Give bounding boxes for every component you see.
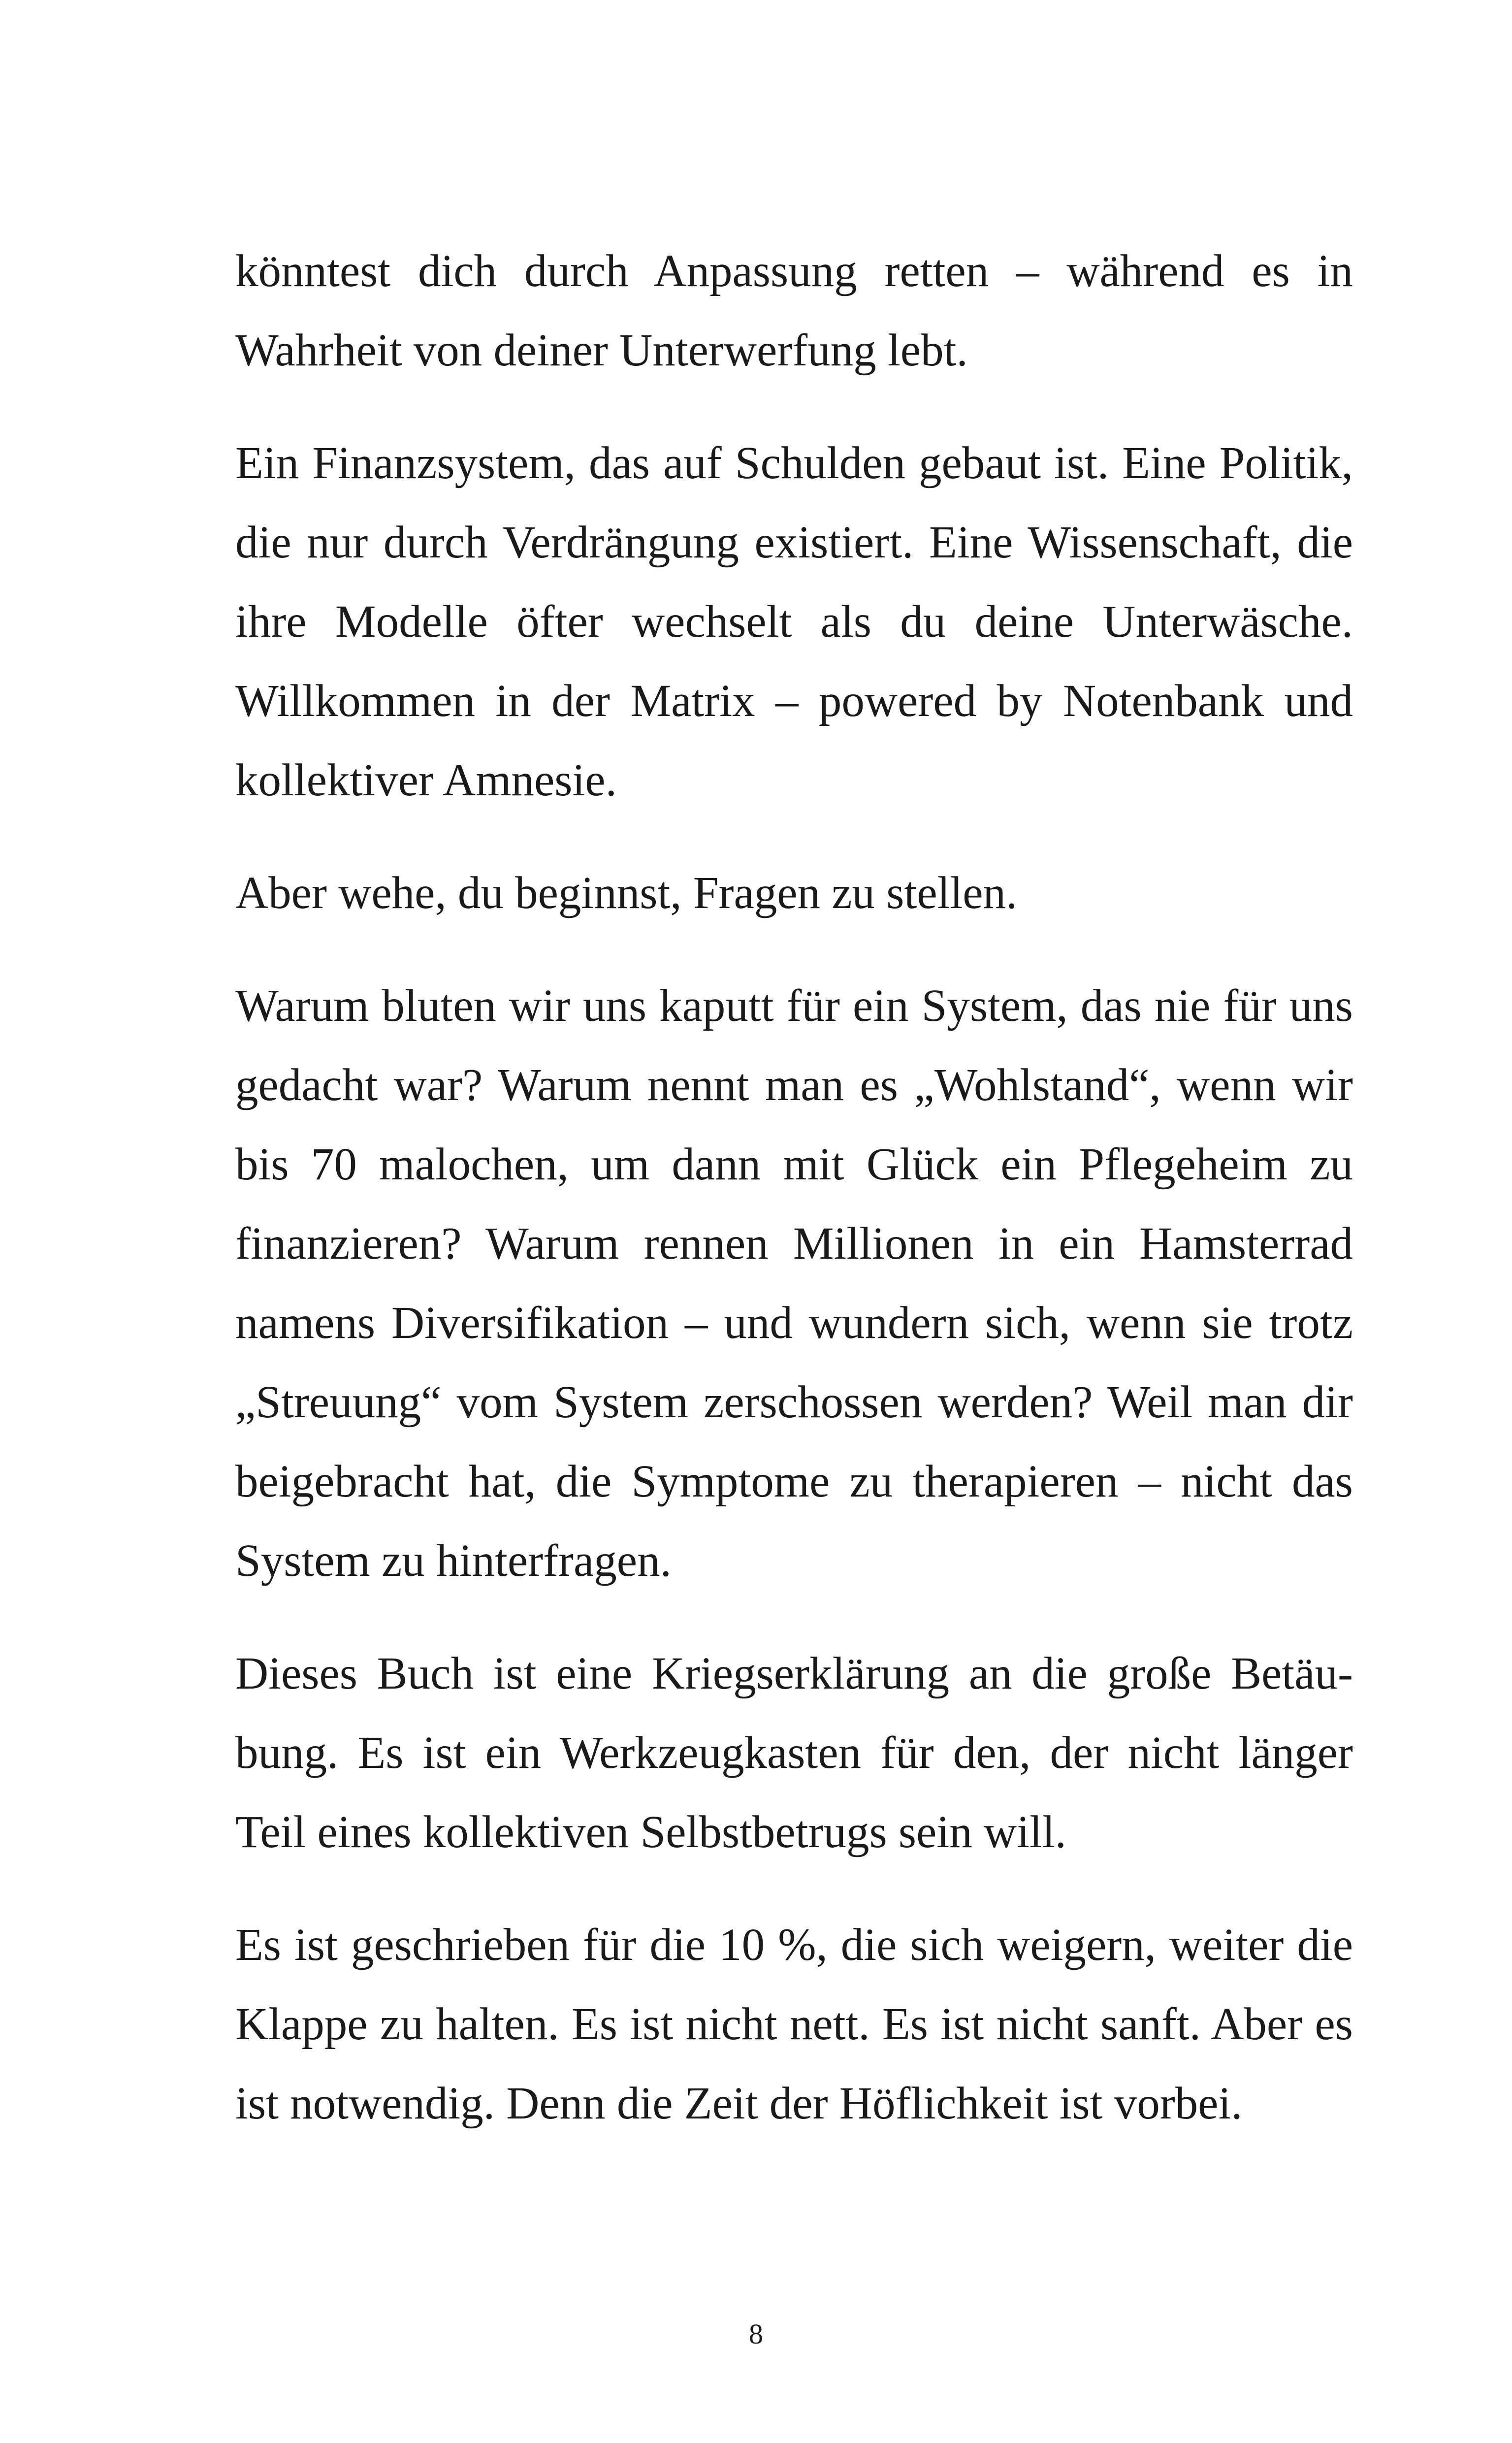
paragraph-2: Ein Finanzsystem, das auf Schulden gebaut ist. Eine Politik, die nur durch Verdrängung existiert. Eine Wissenschaft, die ihre Modelle öfter wechselt als du deine Unterwäsche. Willkommen in der Matrix – powered by Notenbank und kollektiver Amnesie. bbox=[235, 438, 1353, 806]
page-number: 8 bbox=[749, 2318, 763, 2350]
paragraph-6: Es ist geschrieben für die 10 %, die sich weigern, weiter die Klappe zu halten. Es ist nicht nett. Es ist nicht sanft. Aber es ist notwendig. Denn die Zeit der Höflichkeit ist vorbei. bbox=[235, 1920, 1353, 2129]
paragraph-1: könntest dich durch Anpassung retten – während es in Wahrheit von deiner Unterwerfung lebt. bbox=[235, 246, 1353, 376]
body-text bbox=[235, 231, 1353, 2177]
paragraph-3: Aber wehe, du beginnst, Fragen zu stellen. bbox=[235, 868, 1018, 918]
paragraph-4: Warum bluten wir uns kaputt für ein System, das nie für uns gedacht war? Warum nennt man es „Wohlstand“, wenn wir bis 70 malochen, um dann mit Glück ein Pflegeheim zu finanzieren? Warum rennen Millionen in ein Hamsterrad namens Diversifikation – und wundern sich, wenn sie trotz „Streuung“ vom System zerschossen werden? Weil man dir beigebracht hat, die Symptome zu therapieren – nicht das System zu hinterfragen. bbox=[235, 980, 1353, 1586]
paragraph-5: Dieses Buch ist eine Kriegserklärung an die große Betäubung. Es ist ein Werkzeugkasten für den, der nicht länger Teil eines kollektiven Selbstbetrugs sein will. bbox=[235, 1648, 1353, 1857]
